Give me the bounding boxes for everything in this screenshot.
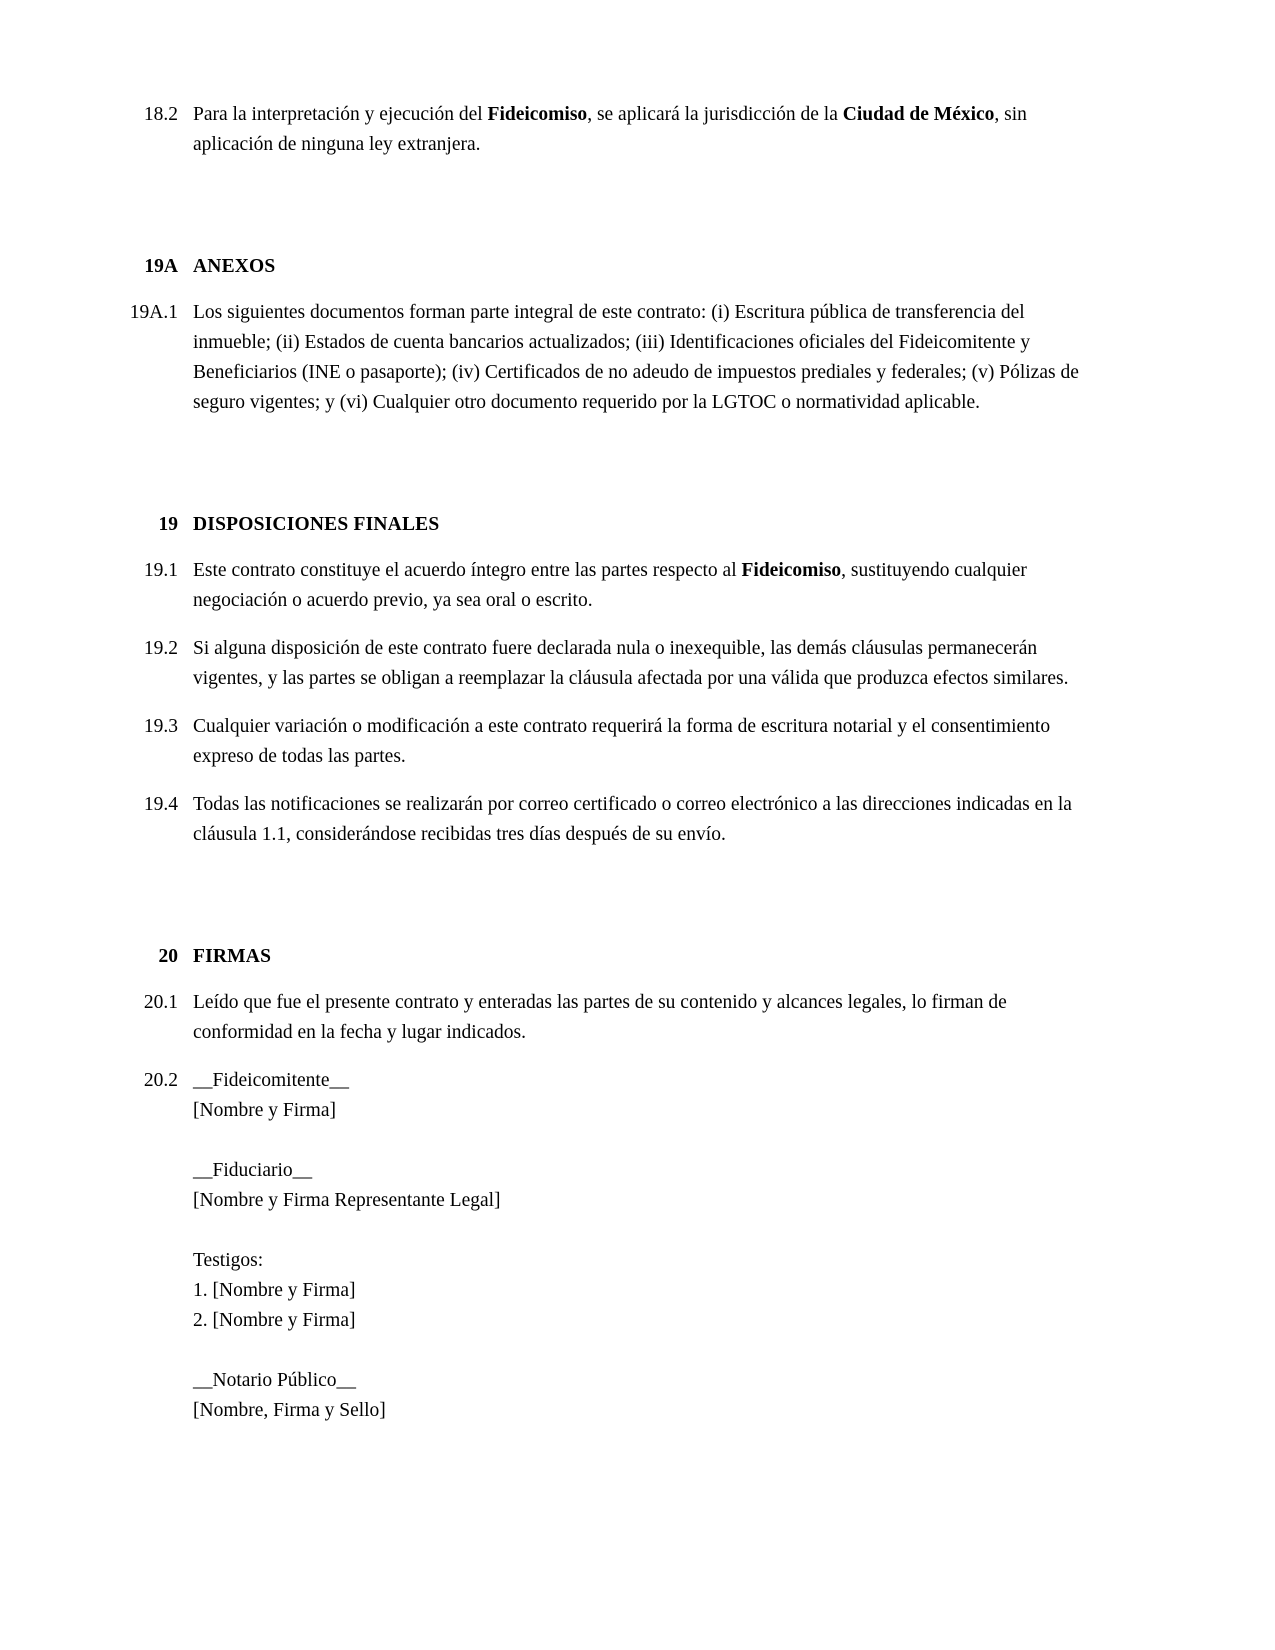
text-run: Para la interpretación y ejecución del: [193, 104, 488, 125]
signature-spacer: [193, 1336, 1090, 1366]
signature-line: 2. [Nombre y Firma]: [193, 1310, 356, 1331]
signature-spacer: [193, 1216, 1090, 1246]
clause-19-2: [125, 634, 1090, 694]
heading-spacer: [125, 972, 1090, 988]
clause-text: Si alguna disposición de este contrato fuere declarada nula o inexequible, las demás cláusulas permanecerán vigentes, y las partes se obligan a reemplazar la cláusula afectada por una válida que produzca efectos similares.: [193, 638, 1069, 689]
clause-number: 18.2: [143, 104, 178, 125]
clause-20-2-signature-block: [125, 1066, 1090, 1426]
signature-line: [Nombre y Firma Representante Legal]: [193, 1190, 501, 1211]
signature-line: [Nombre, Firma y Sello]: [193, 1400, 386, 1421]
clause-19a-1: [125, 298, 1090, 418]
clause-text: Todas las notificaciones se realizarán por correo certificado o correo electrónico a las direcciones indicadas en la cláusula 1.1, considerándose recibidas tres días después de su envío.: [193, 794, 1072, 845]
signature-lines: [193, 1066, 1090, 1426]
clause-text: Leído que fue el presente contrato y enteradas las partes de su contenido y alcances legales, lo firman de conformidad en la fecha y lugar indicados.: [193, 992, 1007, 1043]
clause-19-1: [125, 556, 1090, 616]
clause-number: 20.2: [143, 1070, 178, 1091]
signature-line: __Fiduciario__: [193, 1160, 313, 1181]
text-run: Este contrato constituye el acuerdo íntegro entre las partes respecto al: [193, 560, 742, 581]
signature-line: [Nombre y Firma]: [193, 1100, 336, 1121]
section-heading-20: [125, 942, 1090, 972]
heading-spacer: [125, 540, 1090, 556]
emphasized-term: Fideicomiso: [741, 560, 842, 581]
signature-spacer: [193, 1126, 1090, 1156]
signature-line: 1. [Nombre y Firma]: [193, 1280, 356, 1301]
section-number: 20: [158, 946, 178, 967]
section-title: ANEXOS: [193, 256, 276, 277]
clause-text: [193, 556, 1090, 616]
section-spacer: [125, 868, 1090, 942]
section-heading-19: [125, 510, 1090, 540]
section-heading-19a: [125, 252, 1090, 282]
clause-18-2: [125, 100, 1090, 160]
clause-text: [193, 100, 1090, 160]
section-spacer: [125, 178, 1090, 252]
heading-spacer: [125, 282, 1090, 298]
signature-line: Testigos:: [193, 1250, 264, 1271]
clause-text: Cualquier variación o modificación a este contrato requerirá la forma de escritura notarial y el consentimiento expreso de todas las partes.: [193, 716, 1051, 767]
clause-number: 19.2: [143, 638, 178, 659]
clause-text: Los siguientes documentos forman parte integral de este contrato: (i) Escritura pública de transferencia del inmueble; (ii) Estados de cuenta bancarios actualizados; (iii) Identificaciones oficiales del Fideicomitente y Beneficiarios (INE o pasaporte); (iv) Certificados de no adeudo de impuestos prediales y federales; (v) Pólizas de seguro vigentes; y (vi) Cualquier otro documento requerido por la LGTOC o normatividad aplicable.: [193, 302, 1079, 413]
signature-line: __Fideicomitente__: [193, 1070, 349, 1091]
clause-number: 19.3: [143, 716, 178, 737]
clause-number: 19.4: [143, 794, 178, 815]
emphasized-term: Fideicomiso: [487, 104, 588, 125]
section-spacer: [125, 436, 1090, 510]
text-run: , se aplicará la jurisdicción de la: [587, 104, 843, 125]
text-run: , sin aplicación de ninguna ley extranjera.: [193, 104, 1027, 155]
signature-line: __Notario Público__: [193, 1370, 357, 1391]
section-title: DISPOSICIONES FINALES: [193, 514, 440, 535]
section-title: FIRMAS: [193, 946, 272, 967]
emphasized-term: Ciudad de México: [842, 104, 995, 125]
section-number: 19A: [144, 256, 178, 277]
section-number: 19: [158, 514, 178, 535]
clause-19-4: [125, 790, 1090, 850]
clause-20-1: [125, 988, 1090, 1048]
clause-19-3: [125, 712, 1090, 772]
text-run: , sustituyendo cualquier negociación o acuerdo previo, ya sea oral o escrito.: [193, 560, 1027, 611]
clause-number: 19A.1: [129, 302, 178, 323]
clause-number: 20.1: [143, 992, 178, 1013]
clause-number: 19.1: [143, 560, 178, 581]
